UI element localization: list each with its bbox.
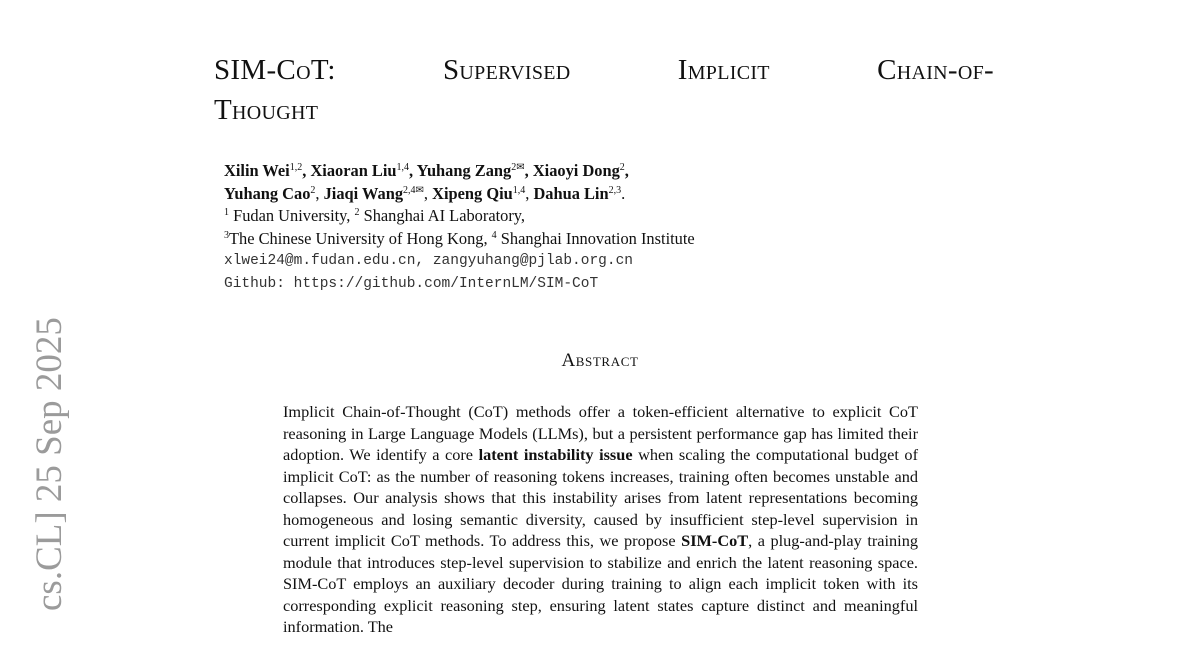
affiliation-mark: 1 bbox=[224, 207, 229, 218]
affiliation-mark: 3 bbox=[224, 229, 229, 241]
abstract-emphasis: latent instability issue bbox=[478, 445, 633, 464]
paper-title bbox=[214, 50, 994, 130]
author-name: Dahua Lin bbox=[533, 183, 609, 203]
author-affiliation-mark: 1,2 bbox=[289, 162, 303, 173]
author-separator: , bbox=[525, 183, 534, 203]
abstract-body bbox=[283, 401, 918, 638]
author-separator: , bbox=[423, 183, 433, 203]
abstract-text: Implicit Chain-of-Thought (CoT) methods offer a token-efficient alternative to explicit CoT reasoning in Large Language Models (LLMs), but a persistent performance gap has limited their adoption. We identify a core bbox=[283, 402, 918, 464]
author-separator: , bbox=[624, 161, 629, 180]
author-affiliation-mark: 1,4 bbox=[512, 184, 526, 196]
author-name: Xiaoyi Dong bbox=[532, 161, 620, 180]
title-line-1 bbox=[214, 50, 994, 90]
title-line-2: Thought bbox=[214, 94, 319, 126]
affiliation-line-2 bbox=[224, 228, 924, 251]
affiliation-line-1 bbox=[224, 205, 924, 228]
author-name: Xiaoran Liu bbox=[310, 161, 397, 180]
title-word: Supervised bbox=[442, 54, 571, 86]
affiliation-text: Shanghai AI Laboratory, bbox=[359, 206, 526, 225]
title-word: Implicit bbox=[677, 54, 770, 86]
author-affiliation-mark: 2,4✉ bbox=[403, 184, 424, 196]
author-separator: , bbox=[524, 161, 533, 180]
arxiv-stamp: cs.CL] 25 Sep 2025 bbox=[29, 317, 70, 611]
author-name: Yuhang Zang bbox=[416, 161, 512, 180]
author-name: Yuhang Cao bbox=[224, 183, 311, 203]
affiliation-text: Fudan University, bbox=[229, 206, 355, 225]
affiliation-text: The Chinese University of Hong Kong, bbox=[229, 228, 492, 248]
abstract-heading: Abstract bbox=[561, 350, 639, 371]
author-separator: . bbox=[621, 183, 626, 203]
author-separator: , bbox=[409, 161, 417, 180]
author-affiliation-mark: 2 bbox=[310, 184, 316, 196]
author-line-2 bbox=[224, 183, 924, 206]
author-affiliation-mark: 2 bbox=[619, 162, 625, 173]
title-word: SIM-CoT: bbox=[214, 54, 336, 86]
author-block bbox=[224, 160, 924, 295]
contact-emails: xlwei24@m.fudan.edu.cn, zangyuhang@pjlab.org.cn bbox=[224, 253, 633, 269]
author-separator: , bbox=[302, 161, 311, 180]
author-affiliation-mark: 1,4 bbox=[396, 162, 410, 173]
affiliation-mark: 4 bbox=[491, 229, 497, 241]
abstract-text: , a plug-and-play training module that introduces step-level supervision to stabilize and enrich the latent reasoning space. SIM-CoT employs an auxiliary decoder during training to align each implicit token with its corresponding explicit reasoning step, ensuring latent states capture distinct and meaningful information. The bbox=[283, 531, 918, 636]
author-name: Xilin Wei bbox=[224, 161, 290, 180]
author-separator: , bbox=[315, 183, 324, 203]
github-link[interactable]: Github: https://github.com/InternLM/SIM-CoT bbox=[224, 275, 599, 292]
affiliation-text: Shanghai Innovation Institute bbox=[496, 228, 695, 248]
title-word: Chain-of- bbox=[877, 54, 994, 86]
author-affiliation-mark: 2✉ bbox=[511, 162, 525, 173]
arxiv-sidebar bbox=[20, 0, 90, 648]
author-name: Jiaqi Wang bbox=[323, 183, 404, 203]
author-line-1 bbox=[224, 160, 924, 183]
author-name: Xipeng Qiu bbox=[432, 183, 513, 203]
abstract-text: when scaling the computational budget of implicit CoT: as the number of reasoning tokens increases, training often becomes unstable and collapses. Our analysis shows that this instability arises from latent representations becoming homogeneous and losing semantic diversity, caused by insufficient step-level supervision in current implicit CoT methods. To address this, we propose bbox=[283, 445, 918, 550]
author-affiliation-mark: 2,3 bbox=[608, 184, 622, 196]
affiliation-mark: 2 bbox=[354, 207, 360, 218]
abstract-emphasis: SIM-CoT bbox=[681, 531, 749, 550]
